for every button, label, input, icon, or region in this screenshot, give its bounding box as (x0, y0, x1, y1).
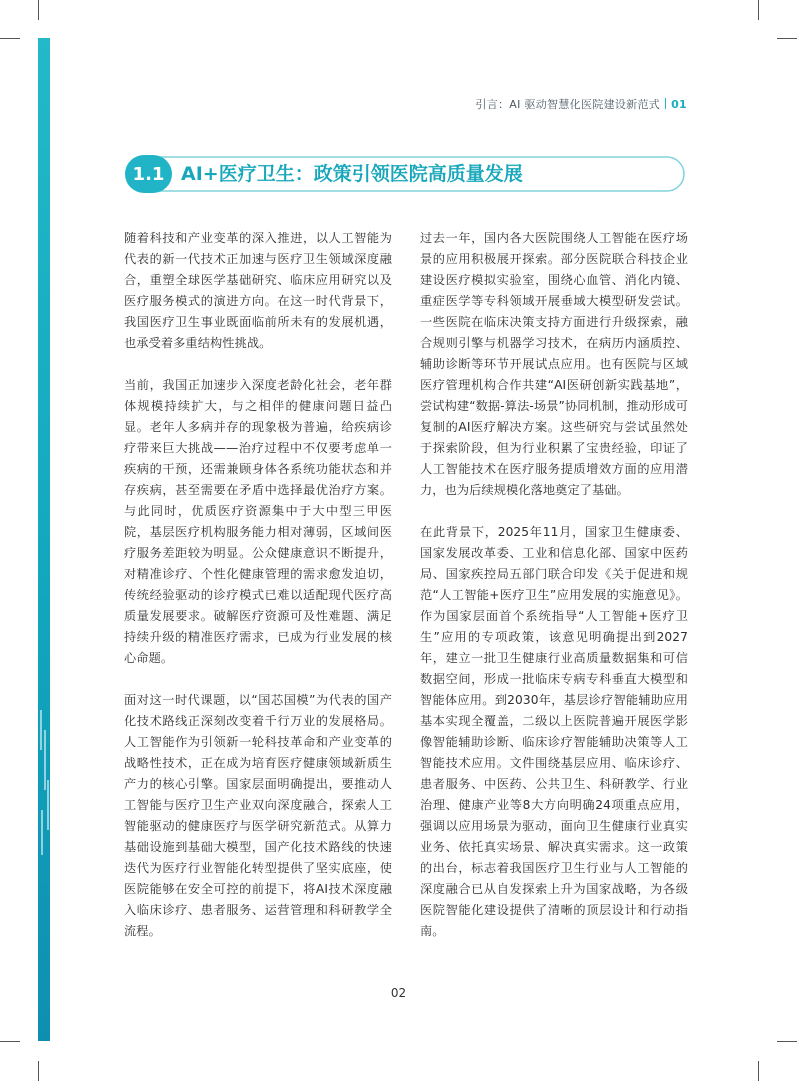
page-number: 02 (390, 986, 407, 1000)
header-separator (665, 98, 666, 109)
section-number-badge: 1.1 (125, 155, 172, 193)
crop-mark-top-left-h (0, 38, 20, 39)
crop-mark-bottom-left-h (0, 1041, 20, 1042)
paragraph: 过去一年，国内各大医院围绕人工智能在医疗场景的应用积极展开探索。部分医院联合科技企业建设医疗模拟实验室，围绕心血管、消化内镜、重症医学等专科领域开展垂域大模型研发尝试。一些医院在临床决策支持方面进行升级探索，融合规则引擎与机器学习技术，在病历内涵质控、辅助诊断等环节开展试点应用。也有医院与区域医疗管理机构合作共建“AI医研创新实践基地”，尝试构建“数据-算法-场景”协同机制，推动形成可复制的AI医疗解决方案。这些研究与尝试虽然处于探索阶段，但为行业积累了宝贵经验，印证了人工智能技术在医疗服务提质增效方面的应用潜力，也为后续规模化落地奠定了基础。 (420, 231, 688, 497)
crop-mark-top-left-v (38, 0, 39, 20)
running-title: 引言：AI 驱动智慧化医院建设新范式 (475, 98, 661, 111)
crop-mark-top-right-v (758, 0, 759, 20)
section-heading (125, 155, 686, 193)
running-header (475, 96, 687, 112)
crop-mark-bottom-right-v (758, 1061, 759, 1081)
right-text-column (420, 228, 688, 963)
crop-mark-bottom-right-h (777, 1041, 797, 1042)
paragraph: 随着科技和产业变革的深入推进，以人工智能为代表的新一代技术正加速与医疗卫生领域深度融合，重塑全球医学基础研究、临床应用研究以及医疗服务模式的演进方向。在这一时代背景下，我国医疗卫生事业既面临前所未有的发展机遇，也承受着多重结构性挑战。 (124, 231, 392, 350)
section-title: AI+医疗卫生：政策引领医院高质量发展 (181, 163, 523, 185)
crop-mark-top-right-h (777, 38, 797, 39)
side-accent-bar (38, 38, 50, 1041)
crop-mark-bottom-left-v (38, 1061, 39, 1081)
paragraph: 当前，我国正加速步入深度老龄化社会，老年群体规模持续扩大，与之相伴的健康问题日益凸显。老年人多病并存的现象极为普遍，给疾病诊疗带来巨大挑战——治疗过程中不仅要考虑单一疾病的干预，还需兼顾身体各系统功能状态和并存疾病，甚至需要在矛盾中选择最优治疗方案。与此同时，优质医疗资源集中于大中型三甲医院，基层医疗机构服务能力相对薄弱，区域间医疗服务差距较为明显。公众健康意识不断提升，对精准诊疗、个性化健康管理的需求愈发迫切，传统经验驱动的诊疗模式已难以适配现代医疗高质量发展要求。破解医疗资源可及性难题、满足持续升级的精准医疗需求，已成为行业发展的核心命题。 (124, 378, 392, 665)
paragraph: 面对这一时代课题，以“国芯国模”为代表的国产化技术路线正深刻改变着千行万业的发展格局。人工智能作为引领新一轮科技革命和产业变革的战略性技术，正在成为培育医疗健康领域新质生产力的核心引擎。国家层面明确提出，要推动人工智能与医疗卫生产业双向深度融合，探索人工智能驱动的健康医疗与医学研究新范式。从算力基础设施到基础大模型，国产化技术路线的快速迭代为医疗行业智能化转型提供了坚实底座，使医院能够在安全可控的前提下，将AI技术深度融入临床诊疗、患者服务、运营管理和科研教学全流程。 (124, 693, 392, 938)
paragraph: 在此背景下，2025年11月，国家卫生健康委、国家发展改革委、工业和信息化部、国家中医药局、国家疾控局五部门联合印发《关于促进和规范“人工智能+医疗卫生”应用发展的实施意见》。作为国家层面首个系统指导“人工智能+医疗卫生”应用的专项政策，该意见明确提出到2027年，建立一批卫生健康行业高质量数据集和可信数据空间，形成一批临床专病专科垂直大模型和智能体应用。到2030年，基层诊疗智能辅助应用基本实现全覆盖，二级以上医院普遍开展医学影像智能辅助诊断、临床诊疗智能辅助决策等人工智能技术应用。文件围绕基层应用、临床诊疗、患者服务、中医药、公共卫生、科研教学、行业治理、健康产业等8大方向明确24项重点应用，强调以应用场景为驱动，面向卫生健康行业真实业务、依托真实场景、解决真实需求。这一政策的出台，标志着我国医疗卫生行业与人工智能的深度融合已从自发探索上升为国家战略，为各级医院智能化建设提供了清晰的顶层设计和行动指南。 (420, 525, 688, 938)
chapter-tag: 01 (671, 98, 687, 111)
left-text-column (124, 228, 392, 963)
circuit-pattern-decoration (38, 700, 50, 870)
